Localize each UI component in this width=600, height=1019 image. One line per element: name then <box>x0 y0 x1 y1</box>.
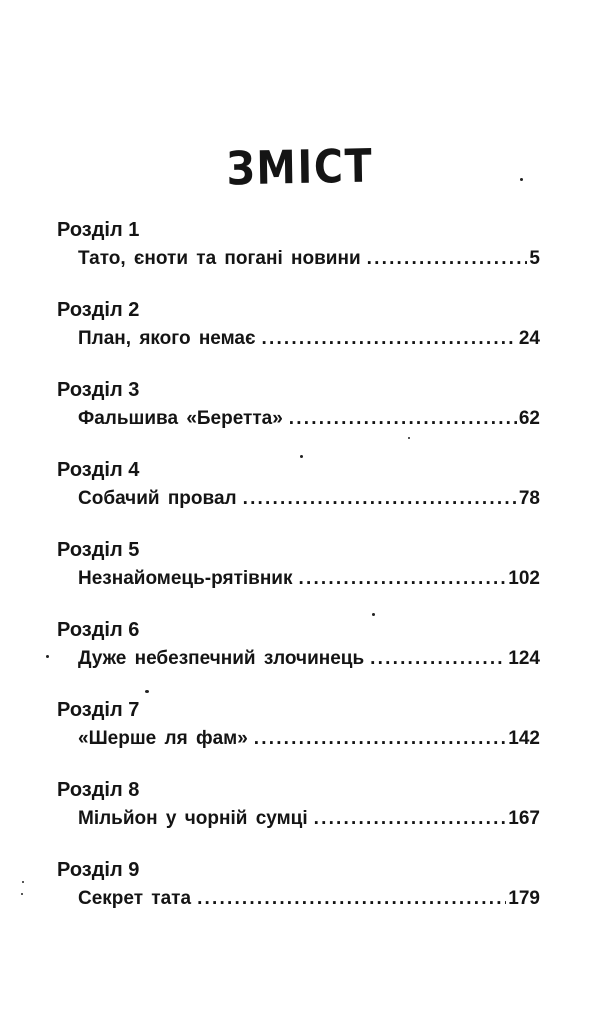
chapter-label: Розділ 9 <box>57 859 140 881</box>
chapter-label: Розділ 3 <box>57 379 140 401</box>
chapter-title: Мільйон у чорній сумці <box>78 808 308 829</box>
toc-entry-8 <box>55 776 540 856</box>
dot-leader <box>197 885 506 913</box>
scan-speck <box>300 455 303 458</box>
chapter-label: Розділ 2 <box>57 299 140 321</box>
chapter-title: «Шерше ля фам» <box>78 728 248 749</box>
page-number: 5 <box>529 248 540 269</box>
chapter-title: Секрет тата <box>78 888 192 909</box>
toc-entry-3 <box>55 376 540 456</box>
dot-leader <box>370 645 506 673</box>
scan-speck <box>520 178 523 181</box>
page-number: 167 <box>508 808 540 829</box>
chapter-label: Розділ 5 <box>57 539 140 561</box>
chapter-line <box>78 325 540 353</box>
table-of-contents <box>55 216 540 936</box>
page-number: 142 <box>508 728 540 749</box>
dot-leader <box>367 245 528 273</box>
chapter-label: Розділ 8 <box>57 779 140 801</box>
toc-entry-9 <box>55 856 540 936</box>
page-number: 124 <box>508 648 540 669</box>
dot-leader <box>261 325 516 353</box>
dot-leader <box>243 485 517 513</box>
chapter-line <box>78 565 540 593</box>
scan-speck <box>145 690 149 693</box>
chapter-title: Фальшива «Беретта» <box>78 408 283 429</box>
scan-speck <box>46 655 49 658</box>
page-number: 179 <box>508 888 540 909</box>
dot-leader <box>289 405 517 433</box>
chapter-title: Собачий провал <box>78 488 237 509</box>
chapter-line <box>78 405 540 433</box>
dot-leader <box>254 725 507 753</box>
chapter-line <box>78 805 540 833</box>
chapter-title: Тато, єноти та погані новини <box>78 248 361 269</box>
chapter-title: План, якого немає <box>78 328 256 349</box>
chapter-line <box>78 245 540 273</box>
chapter-label: Розділ 4 <box>57 459 140 481</box>
page-number: 24 <box>518 328 540 349</box>
toc-entry-2 <box>55 296 540 376</box>
page-number: 102 <box>508 568 540 589</box>
dot-leader <box>299 565 507 593</box>
toc-entry-1 <box>55 216 540 296</box>
chapter-label: Розділ 6 <box>57 619 140 641</box>
page-title: ЗМІСТ <box>226 138 374 196</box>
scan-speck <box>22 881 24 883</box>
toc-entry-5 <box>55 536 540 616</box>
toc-entry-6 <box>55 616 540 696</box>
toc-entry-4 <box>55 456 540 536</box>
dot-leader <box>314 805 507 833</box>
chapter-label: Розділ 7 <box>57 699 140 721</box>
chapter-line <box>78 645 540 673</box>
chapter-line <box>78 485 540 513</box>
chapter-label: Розділ 1 <box>57 219 140 241</box>
chapter-title: Незнайомець-рятівник <box>78 568 293 589</box>
chapter-line <box>78 725 540 753</box>
toc-entry-7 <box>55 696 540 776</box>
chapter-title: Дуже небезпечний злочинець <box>78 648 365 669</box>
chapter-line <box>78 885 540 913</box>
page-number: 78 <box>518 488 540 509</box>
scan-speck <box>408 437 410 439</box>
scan-speck <box>21 893 23 895</box>
page-number: 62 <box>518 408 540 429</box>
scan-speck <box>372 613 375 616</box>
